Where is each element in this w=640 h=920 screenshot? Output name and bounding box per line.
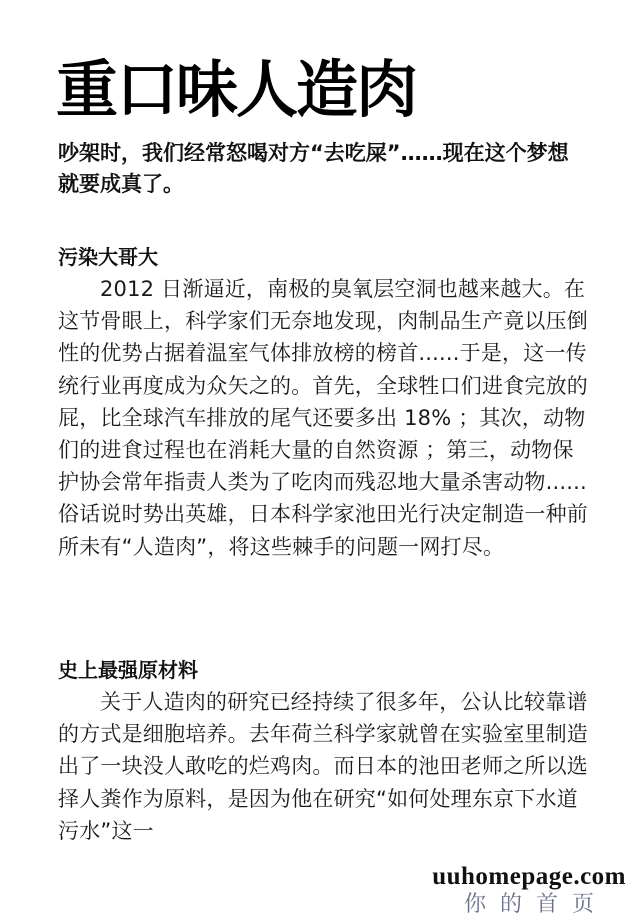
section-heading: 史上最强原材料 bbox=[58, 658, 198, 682]
article-title: 重口味人造肉 bbox=[56, 53, 417, 126]
section-heading: 污染大哥大 bbox=[58, 245, 158, 269]
site-watermark bbox=[432, 862, 626, 918]
section-raw-material bbox=[58, 654, 588, 847]
section-body: 关于人造肉的研究已经持续了很多年，公认比较靠谱的方式是细胞培养。去年荷兰科学家就曾在实验室里制造出了一块没人敢吃的烂鸡肉。而日本的池田老师之所以选择人粪作为原料，是因为他在研究“如何处理东京下水道污水”这一 bbox=[58, 690, 588, 843]
watermark-subtitle: 你的首页 bbox=[463, 892, 608, 917]
section-pollution bbox=[58, 241, 588, 563]
article-lead: 吵架时，我们经常怒喝对方“去吃屎”……现在这个梦想就要成真了。 bbox=[58, 141, 569, 196]
watermark-url: uuhomepage.com bbox=[432, 863, 626, 890]
section-body: 2012 日渐逼近，南极的臭氧层空洞也越来越大。在这节骨眼上，科学家们无奈地发现，肉制品生产竟以压倒性的优势占据着温室气体排放榜的榜首......于是，这一传统行业再度成为众矢之的。首先，全球牲口们进食完放的屁，比全球汽车排放的尾气还要多出 18% ；其次，动物们的进食过程也在消耗大量的自然资源 ；第三，动物保护协会常年指责人类为了吃肉而残忍地大量杀害动物......俗话说时势出英雄，日本科学家池田光行决定制造一种前所未有“人造肉”，将这些棘手的问题一网打尽。 bbox=[58, 277, 588, 559]
